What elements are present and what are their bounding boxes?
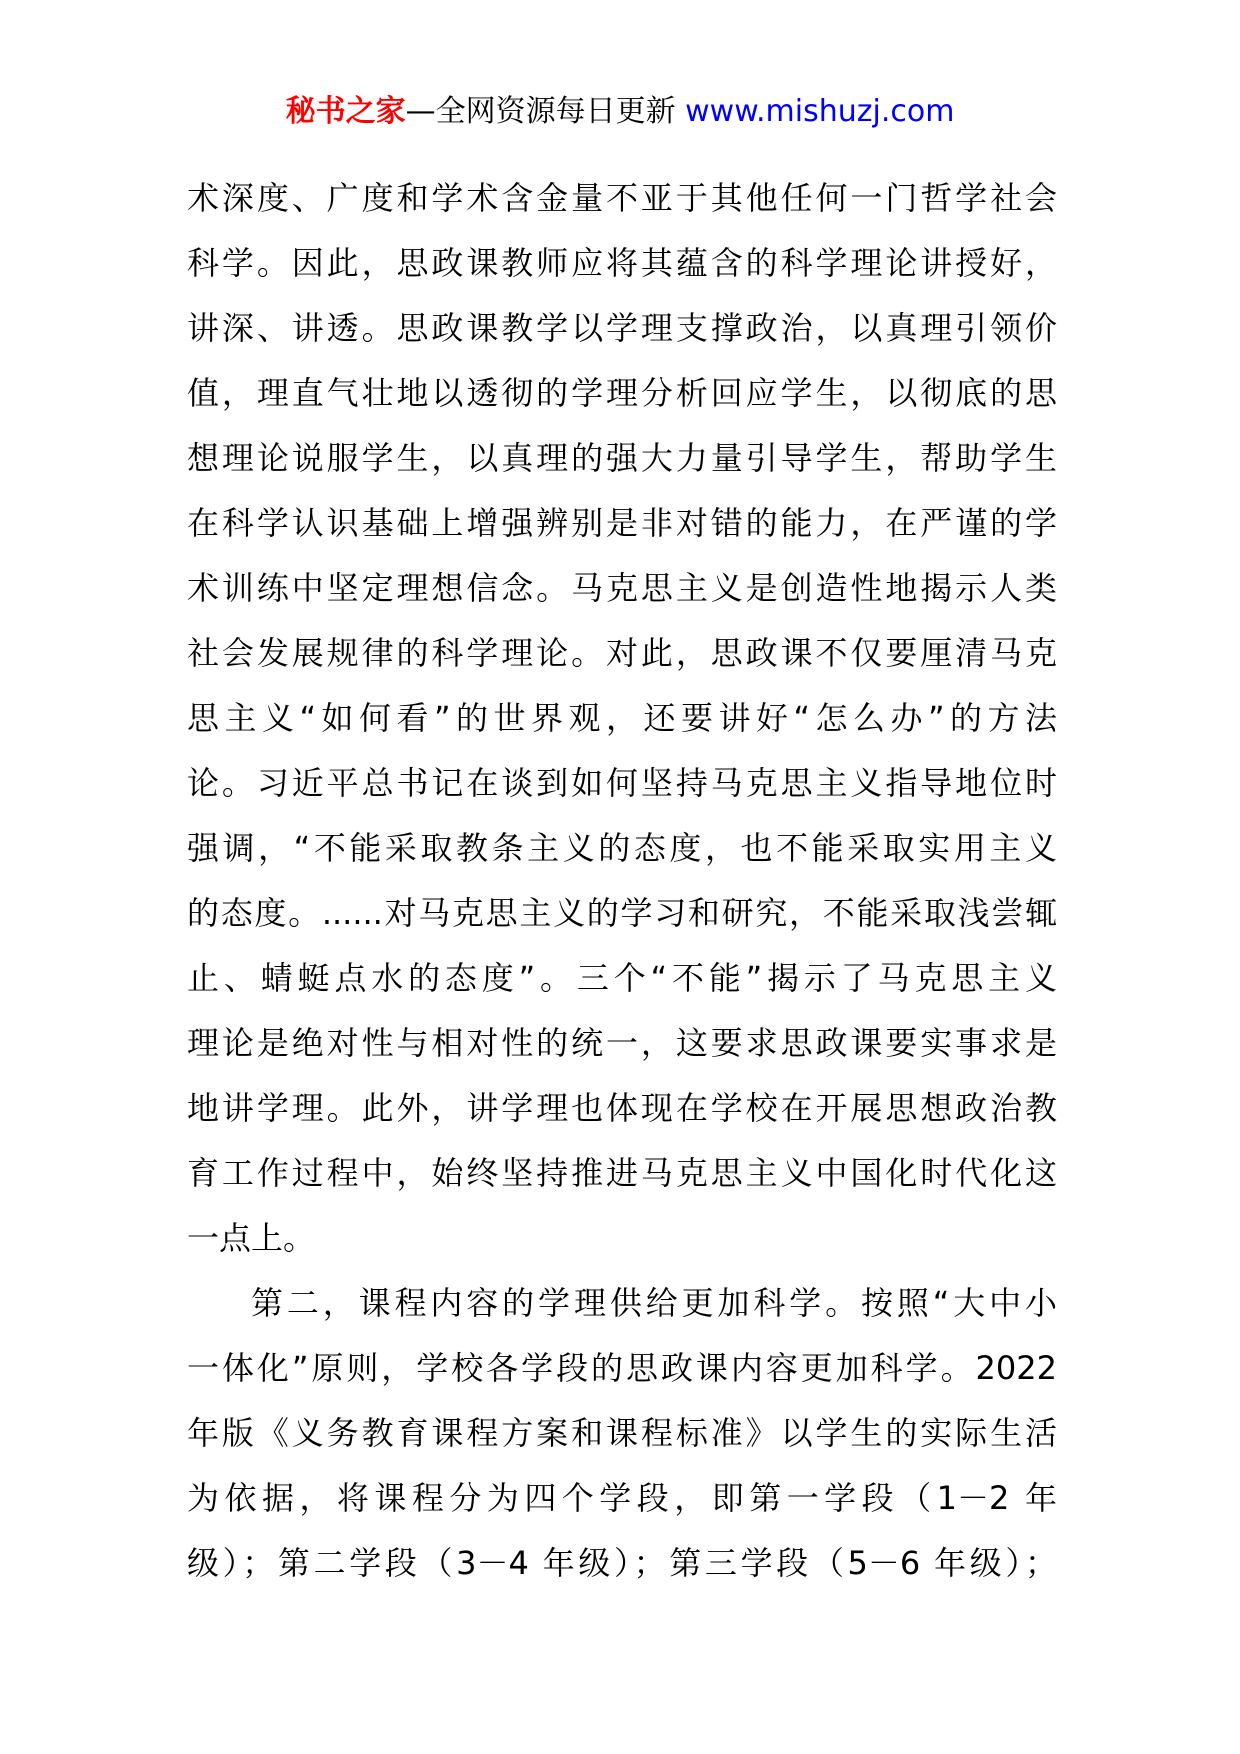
text-line: 值，理直气壮地以透彻的学理分析回应学生，以彻底的思	[187, 374, 1057, 412]
text-line: 讲深、讲透。思政课教学以学理支撑政治，以真理引领价	[187, 309, 1057, 347]
text-line: 的态度。......对马克思主义的学习和研究，不能采取浅尝辄	[187, 894, 1057, 932]
site-slogan: —全网资源每日更新	[405, 94, 686, 129]
paragraph-first-line: 第二，课程内容的学理供给更加科学。按照“大中小	[251, 1284, 1057, 1322]
text-line: 想理论说服学生，以真理的强大力量引导学生，帮助学生	[187, 439, 1057, 477]
text-line: 社会发展规律的科学理论。对此，思政课不仅要厘清马克	[187, 634, 1057, 672]
text-line: 年版《义务教育课程方案和课程标准》以学生的实际生活	[187, 1414, 1057, 1452]
text-line: 为依据，将课程分为四个学段，即第一学段（1－2 年	[187, 1479, 1057, 1517]
text-line: 止、蜻蜓点水的态度”。三个“不能”揭示了马克思主义	[187, 959, 1057, 997]
text-line: 育工作过程中，始终坚持推进马克思主义中国化时代化这	[187, 1154, 1057, 1192]
text-line: 思主义“如何看”的世界观，还要讲好“怎么办”的方法	[187, 699, 1057, 737]
site-brand: 秘书之家	[285, 94, 406, 129]
document-body	[187, 166, 1057, 1596]
text-line: 地讲学理。此外，讲学理也体现在学校在开展思想政治教	[187, 1089, 1057, 1127]
site-header	[0, 92, 1240, 132]
text-line: 强调，“不能采取教条主义的态度，也不能采取实用主义	[187, 829, 1057, 867]
text-line: 理论是绝对性与相对性的统一，这要求思政课要实事求是	[187, 1024, 1057, 1062]
site-url-link[interactable]: www.mishuzj.com	[685, 94, 955, 129]
text-line: 在科学认识基础上增强辨别是非对错的能力，在严谨的学	[187, 504, 1057, 542]
text-line: 术深度、广度和学术含金量不亚于其他任何一门哲学社会	[187, 179, 1057, 217]
text-line: 论。习近平总书记在谈到如何坚持马克思主义指导地位时	[187, 764, 1057, 802]
text-line: 术训练中坚定理想信念。马克思主义是创造性地揭示人类	[187, 569, 1057, 607]
paragraph-end-line: 一点上。	[187, 1219, 316, 1257]
text-line: 级）；第二学段（3－4 年级）；第三学段（5－6 年级）；	[187, 1544, 1057, 1582]
text-line: 科学。因此，思政课教师应将其蕴含的科学理论讲授好，	[187, 244, 1057, 282]
text-line: 一体化”原则，学校各学段的思政课内容更加科学。2022	[187, 1349, 1057, 1387]
